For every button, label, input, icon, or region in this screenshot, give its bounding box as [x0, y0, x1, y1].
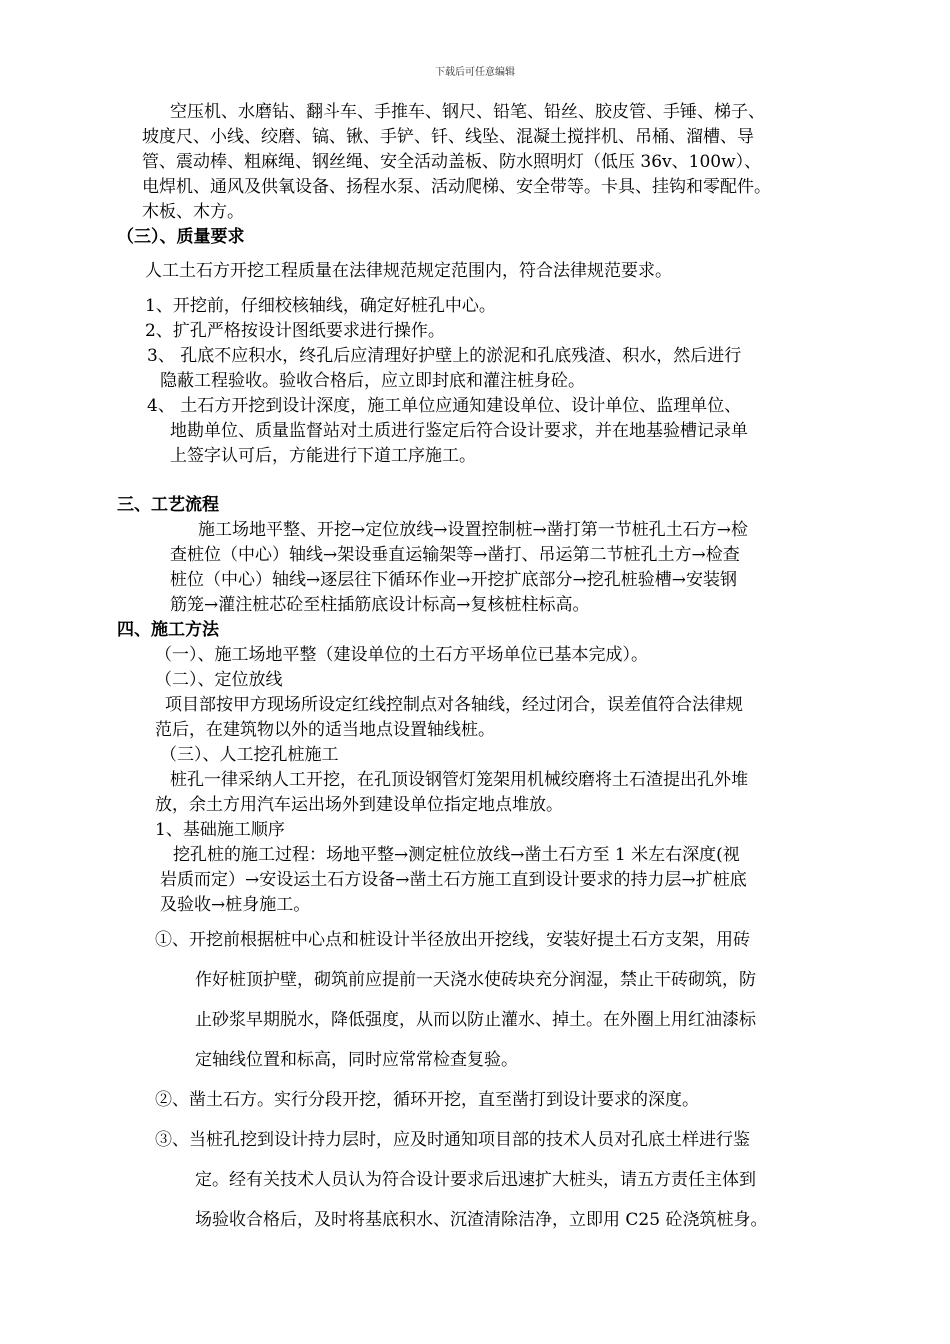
text-line: 定。经有关技术人员认为符合设计要求后迅速扩大桩头，请五方责任主体到	[195, 1170, 756, 1190]
section-heading: 四、施工方法	[117, 620, 219, 640]
text-line: 场验收合格后，及时将基底积水、沉渣清除洁净，立即用 C25 砼浇筑桩身。	[195, 1210, 768, 1230]
text-line: 木板、木方。	[142, 202, 244, 222]
subsection-heading: （一）、施工场地平整（建设单位的土石方平场单位已基本完成）。	[155, 645, 648, 665]
text-line: 项目部按甲方现场所设定红线控制点对各轴线，经过闭合，误差值符合法律规	[165, 695, 743, 715]
text-line: 查桩位（中心）轴线→架设垂直运输架等→凿打、吊运第二节桩孔土方→检查	[170, 545, 740, 565]
text-line: 隐蔽工程验收。验收合格后，应立即封底和灌注桩身砼。	[160, 371, 585, 391]
subsection-heading: （二）、定位放线	[155, 670, 283, 690]
list-item: 2、扩孔严格按设计图纸要求进行操作。	[145, 321, 445, 341]
list-item: 4、 土石方开挖到设计深度，施工单位应通知建设单位、设计单位、监理单位、	[147, 396, 742, 416]
text-line: 及验收→桩身施工。	[160, 895, 311, 915]
text-line: 筋笼→灌注桩芯砼至柱插筋底设计标高→复核桩柱标高。	[170, 595, 590, 615]
text-line: 上签字认可后，方能进行下道工序施工。	[170, 446, 476, 466]
section-heading: （三）、质量要求	[117, 227, 245, 247]
list-item: ①、开挖前根据桩中心点和桩设计半径放出开挖线，安装好提土石方支架，用砖	[155, 930, 750, 950]
page-header-note: 下载后可任意编辑	[435, 67, 515, 78]
text-line: 管、震动棒、粗麻绳、钢丝绳、安全活动盖板、防水照明灯（低压 36v、100w）、	[142, 152, 762, 172]
text-line: 电焊机、通风及供氧设备、扬程水泵、活动爬梯、安全带等。卡具、挂钩和零配件。	[142, 177, 771, 197]
text-line: 范后，在建筑物以外的适当地点设置轴线桩。	[155, 720, 495, 740]
text-line: 坡度尺、小线、绞磨、镐、锹、手铲、钎、线坠、混凝土搅拌机、吊桶、溜槽、导	[142, 127, 754, 147]
section-heading: 三、工艺流程	[117, 495, 219, 515]
text-line: 定轴线位置和标高，同时应常常检查复验。	[195, 1050, 518, 1070]
text-line: 桩位（中心）轴线→逐层往下循环作业→开挖扩底部分→挖孔桩验槽→安装钢	[170, 570, 737, 590]
text-line: 人工土石方开挖工程质量在法律规范规定范围内，符合法律规范要求。	[145, 261, 672, 281]
subsection-heading: （三）、人工挖孔桩施工	[160, 745, 339, 765]
list-item: 1、开挖前，仔细校核轴线，确定好桩孔中心。	[145, 296, 496, 316]
text-line: 作好桩顶护壁，砌筑前应提前一天浇水使砖块充分润湿，禁止干砖砌筑，防	[195, 970, 756, 990]
text-line: 空压机、水磨钻、翻斗车、手推车、钢尺、铅笔、铅丝、胶皮管、手锤、梯子、	[170, 102, 765, 122]
text-line: 挖孔桩的施工过程：场地平整→测定桩位放线→凿土石方至 1 米左右深度(视	[173, 845, 740, 865]
text-line: 止砂浆早期脱水，降低强度，从而以防止灌水、掉土。在外圈上用红油漆标	[195, 1010, 756, 1030]
text-line: 桩孔一律采纳人工开挖，在孔顶设钢管灯笼架用机械绞磨将土石渣提出孔外堆	[170, 770, 748, 790]
subsection-heading: 1、基础施工顺序	[155, 820, 285, 840]
list-item: ②、凿土石方。实行分段开挖，循环开挖，直至凿打到设计要求的深度。	[155, 1090, 699, 1110]
text-line: 施工场地平整、开挖→定位放线→设置控制桩→凿打第一节桩孔土石方→检	[198, 520, 748, 540]
text-line: 地勘单位、质量监督站对土质进行鉴定后符合设计要求，并在地基验槽记录单	[170, 421, 748, 441]
list-item: 3、 孔底不应积水，终孔后应清理好护壁上的淤泥和孔底残渣、积水，然后进行	[147, 346, 742, 366]
list-item: ③、当桩孔挖到设计持力层时，应及时通知项目部的技术人员对孔底土样进行鉴	[155, 1130, 750, 1150]
text-line: 岩质而定）→安设运土石方设备→凿土石方施工直到设计要求的持力层→扩桩底	[160, 870, 747, 890]
text-line: 放，余土方用汽车运出场外到建设单位指定地点堆放。	[155, 795, 563, 815]
